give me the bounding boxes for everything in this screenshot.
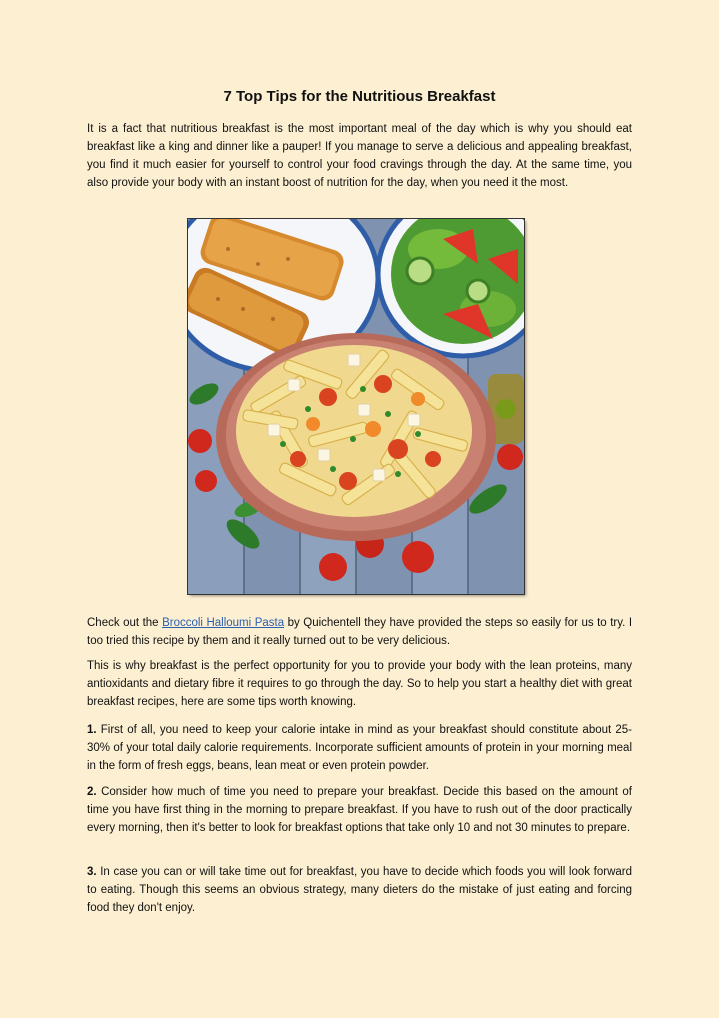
pasta-dish-photo [188, 219, 524, 594]
tip-1-paragraph [87, 721, 632, 775]
tip-2-number: 2. [87, 786, 97, 798]
tip-3-paragraph [87, 863, 632, 917]
why-breakfast-paragraph: This is why breakfast is the perfect opportunity for you to provide your body with the lean proteins, many antioxidants and dietary fibre it requires to go through the day. So to help you start a healthy diet with great breakfast recipes, here are some tips worth knowing. [87, 660, 632, 708]
tip-2-text: Consider how much of time you need to prepare your breakfast. Decide this based on the amount of time you have first thing in the morning to prepare breakfast. If you have to rush out of the door practically every morning, then it's better to look for breakfast options that take only 10 and not 30 minutes to prepare. [87, 786, 632, 834]
broccoli-halloumi-pasta-link[interactable]: Broccoli Halloumi Pasta [162, 617, 285, 629]
pasta-dish-illustration [188, 219, 524, 594]
intro-paragraph: It is a fact that nutritious breakfast is the most important meal of the day which is why you should eat breakfast like a king and dinner like a pauper! If you manage to serve a delicious and appealing breakfast, you find it much easier for yourself to control your food cravings through the day. At the same time, you also provide your body with an instant boost of nutrition for the day, when you need it the most. [87, 123, 632, 189]
recipe-after-link: by Quichentell they have provided the steps so easily for us to try. I too tried this recipe by them and it really turned out to be very delicious. [87, 617, 633, 647]
recipe-paragraph [87, 614, 632, 650]
tip-3-number: 3. [87, 866, 97, 878]
tip-1-number: 1. [87, 724, 97, 736]
tip-1-text: First of all, you need to keep your calorie intake in mind as your breakfast should constitute about 25-30% of your total daily calorie requirements. Incorporate sufficient amounts of protein in your morning meal in the form of fresh eggs, beans, lean meat or even protein powder. [87, 724, 632, 772]
tip-3-text: In case you can or will take time out for breakfast, you have to decide which foods you will look forward to eating. Though this seems an obvious strategy, many dieters do the mistake of just eating and forcing food they don't enjoy. [87, 866, 632, 914]
recipe-before-link: Check out the [87, 617, 163, 629]
tip-2-paragraph [87, 783, 632, 837]
page-title: 7 Top Tips for the Nutritious Breakfast [223, 88, 496, 105]
